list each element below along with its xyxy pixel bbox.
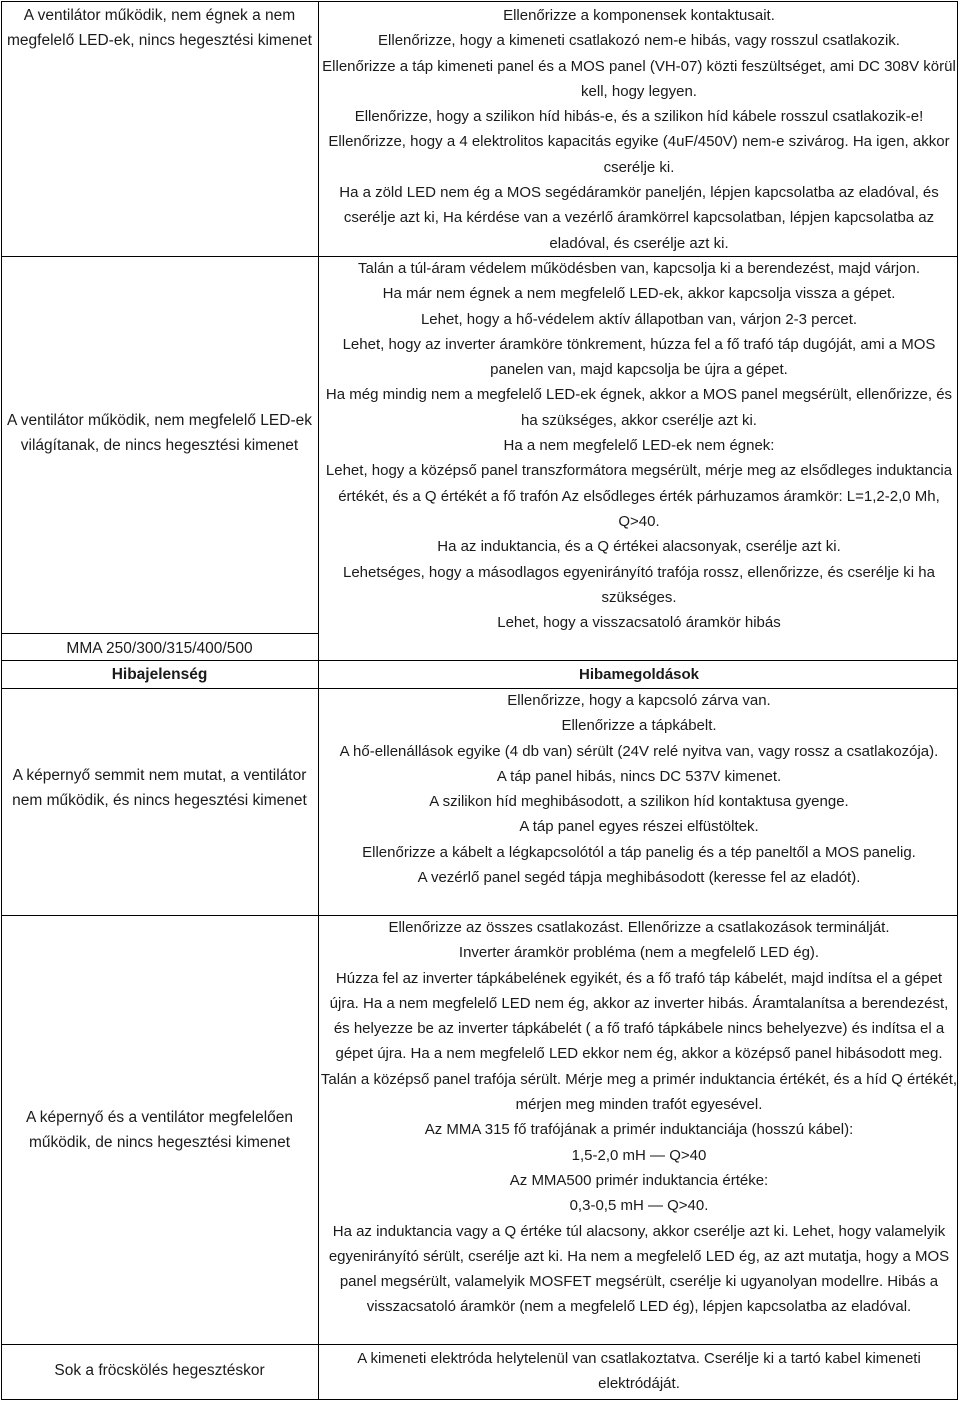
solution-line: Ellenőrizze, hogy a kapcsoló zárva van. [507, 692, 771, 709]
solution-cell-3 [320, 688, 958, 890]
solution-line: Ellenőrizze az összes csatlakozást. Ellenőrizze a csatlakozások terminálját. [388, 919, 890, 936]
solution-cell-5 [320, 1346, 958, 1397]
solution-line: Lehet, hogy a középső panel transzformátora megsérült, mérje meg az elsődleges induktancia értékét, és a Q értékét a fő trafón Az elsődleges érték párhuzamos áramkör: L=1,2-2,0 Mh, Q>40. [325, 462, 953, 530]
column-header-solutions: Hibamegoldások [578, 666, 700, 683]
fault-description: Sok a fröcskölés hegesztéskor [54, 1362, 265, 1379]
solution-line: A hő-ellenállások egyike (4 db van) sérült (24V relé nyitva van, vagy rossz a csatlakozója). [339, 742, 939, 760]
solution-line: Ha a nem megfelelő LED-ek nem égnek: [503, 437, 775, 455]
table-border-top [1, 1, 958, 2]
solution-line: Ellenőrizze, hogy a 4 elektrolitos kapacitás egyike (4uF/450V) nem-e szivárog. Ha igen, akkor cserélje ki. [328, 133, 950, 176]
fault-description: A képernyő semmit nem mutat, a ventilátor nem működik, és nincs hegesztési kimenet [12, 767, 307, 809]
solution-line: Lehetséges, hogy a másodlagos egyenirányító trafója rossz, ellenőrizze, és cserélje ki ha szükséges. [343, 563, 935, 606]
solution-line: Ha a zöld LED nem ég a MOS segédáramkör paneljén, lépjen kapcsolatba az eladóval, és cserélje azt ki, Ha kérdése van a vezérlő áramkörrel kapcsolatban, lépjen kapcsolatba az eladóval, és cserélje azt ki. [339, 184, 939, 252]
solution-line: 1,5-2,0 mH — Q>40 [571, 1146, 707, 1164]
solution-line: 0,3-0,5 mH — Q>40. [569, 1197, 709, 1215]
solution-line: Az MMA500 primér induktancia értéke: [509, 1171, 769, 1189]
solution-line: Ellenőrizze, hogy a szilikon híd hibás-e, és a szilikon híd kábele rosszul csatlakozik-e! [354, 108, 924, 126]
solution-line: Ellenőrizze a tápkábelt. [561, 717, 717, 735]
table-border-bottom [1, 1399, 958, 1400]
solution-line: A kimeneti elektróda helytelenül van csatlakoztatva. Cserélje ki a tartó kabel kimeneti elektródáját. [357, 1350, 921, 1393]
model-label: MMA 250/300/315/400/500 [66, 640, 253, 657]
solution-line: A táp panel egyes részei elfüstöltek. [519, 818, 759, 836]
solution-cell-1 [320, 3, 958, 256]
solution-line: Lehet, hogy a visszacsatoló áramkör hibás [497, 614, 781, 632]
solution-line: Ellenőrizze a komponensek kontaktusait. [503, 7, 775, 24]
solution-line: Ha még mindig nem a megfelelő LED-ek égnek, akkor a MOS panel megsérült, ellenőrizze, és ha szükséges, akkor cserélje azt ki. [325, 386, 953, 429]
fault-description: A képernyő és a ventilátor megfelelően működik, de nincs hegesztési kimenet [25, 1109, 294, 1151]
solution-line: Az MMA 315 fő trafójának a primér induktanciája (hosszú kábel): [424, 1121, 854, 1139]
row-divider [318, 1344, 958, 1345]
fault-description: A ventilátor működik, nem megfelelő LED-ek világítanak, de nincs hegesztési kimenet [7, 412, 312, 454]
model-cell [2, 636, 317, 661]
solution-line: Inverter áramkör probléma (nem a megfelelő LED ég). [458, 944, 820, 962]
solution-line: Ha az induktancia vagy a Q értéke túl alacsony, akkor cserélje azt ki. Lehet, hogy valamelyik egyenirányító sérült, cserélje azt ki. Ha nem a megfelelő LED ég, az azt mutatja, hogy a MOS panel megsérült, valamelyik MOSFET megsérült, cserélje ki ugyanolyan modellre. Hibás a visszacsatoló áramkör (nem a megfelelő LED ég), lépjen kapcsolatba az eladóval. [328, 1222, 950, 1316]
solution-line: Lehet, hogy a hő-védelem aktív állapotban van, várjon 2-3 percet. [420, 310, 858, 328]
solution-cell-4 [320, 915, 958, 1320]
row-divider [1, 633, 319, 634]
fault-cell-4 [2, 1105, 317, 1155]
solution-cell-2 [320, 256, 958, 635]
fault-cell-1 [2, 3, 317, 53]
row-divider [1, 915, 319, 916]
solution-line: A táp panel hibás, nincs DC 537V kimenet. [496, 767, 782, 785]
row-divider [318, 660, 958, 661]
solution-line: Ellenőrizze a táp kimeneti panel és a MOS panel (VH-07) közti feszültséget, ami DC 308V körül kell, hogy legyen. [322, 57, 956, 100]
table-border-left [1, 1, 2, 1400]
fault-cell-2 [2, 408, 317, 458]
solution-line: Talán a túl-áram védelem működésben van, kapcsolja ki a berendezést, majd várjon. [358, 260, 920, 277]
column-divider [318, 1, 319, 1400]
row-divider [1, 688, 319, 689]
solution-line: Húzza fel az inverter tápkábelének egyikét, és a fő trafó táp kábelét, majd indítsa el a gépet újra. Ha a nem megfelelő LED nem ég, akkor az inverter hibás. Áramtalanítsa a berendezést, és helyezze be az inverter tápkábelét ( a fő trafó tápkábele nincs behelyezve) és indítsa el a gépet újra. Ha a nem megfelelő LED ekkor nem ég, akkor a középső panel hibásodott meg. Talán a középső panel trafója sérült. Mérje meg a primér induktancia értékét, és a híd Q értékét, mérjen meg minden trafót egyesével. [320, 969, 958, 1114]
row-divider [1, 1344, 319, 1345]
solution-line: A szilikon híd meghibásodott, a szilikon híd kontaktusa gyenge. [429, 793, 849, 811]
solution-line: A vezérlő panel segéd tápja meghibásodott (keresse fel az eladót). [417, 869, 861, 887]
solution-line: Lehet, hogy az inverter áramköre tönkrement, húzza fel a fő trafó táp dugóját, ami a MOS panelen van, majd kapcsolja be újra a gépet. [342, 335, 936, 379]
solution-line: Ha az induktancia, és a Q értékei alacsonyak, cserélje azt ki. [437, 538, 841, 556]
column-header-symptom: Hibajelenség [111, 666, 208, 683]
left-header-cell [2, 662, 317, 687]
solution-line: Ha már nem égnek a nem megfelelő LED-ek, akkor kapcsolja vissza a gépet. [382, 285, 896, 303]
fault-cell-5 [2, 1358, 317, 1383]
solution-line: Ellenőrizze a kábelt a légkapcsolótól a táp panelig és a tép paneltől a MOS panelig. [362, 843, 916, 861]
row-divider [1, 256, 319, 257]
fault-cell-3 [2, 763, 317, 813]
solution-line: Ellenőrizze, hogy a kimeneti csatlakozó nem-e hibás, vagy rosszul csatlakozik. [378, 32, 900, 50]
right-header-cell [320, 662, 958, 687]
fault-description: A ventilátor működik, nem égnek a nem megfelelő LED-ek, nincs hegesztési kimenet [7, 7, 312, 49]
